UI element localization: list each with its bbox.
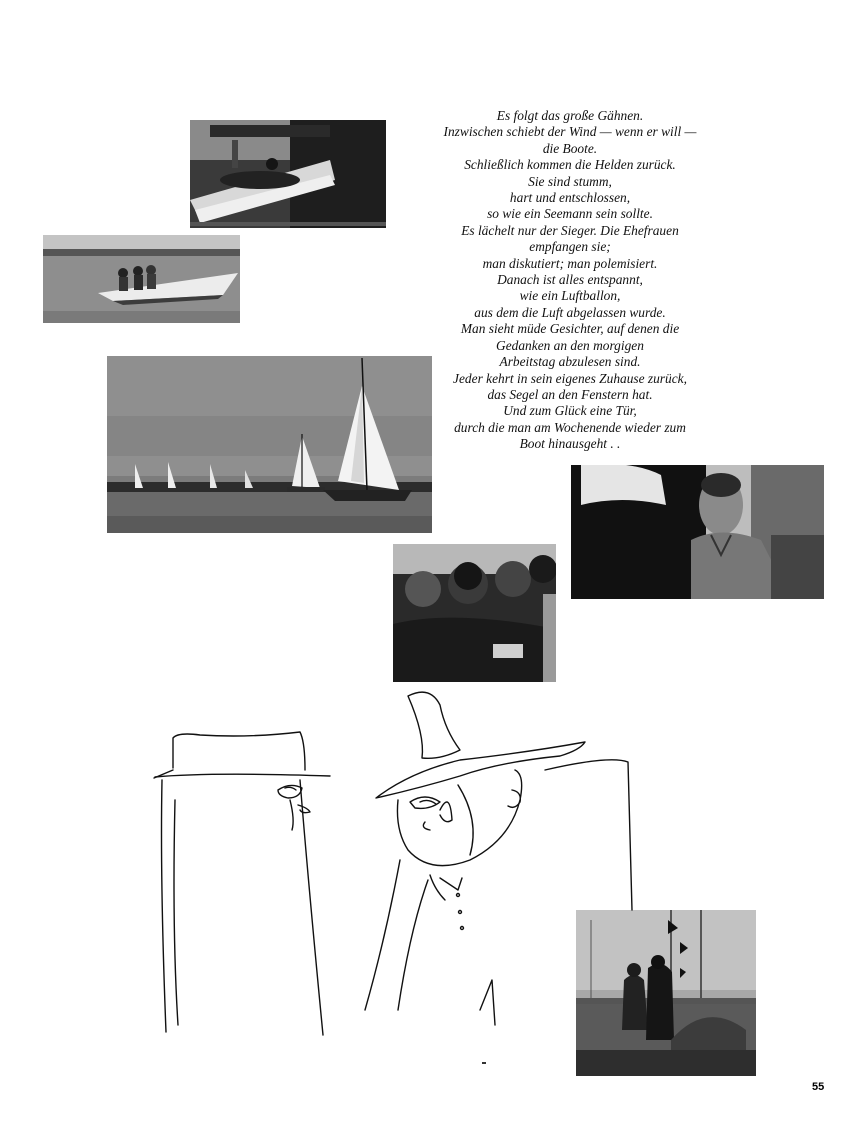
page-number: 55 [812,1081,825,1093]
poem-line: aus dem die Luft abgelassen wurde. [474,304,666,320]
poem-line: Jeder kehrt in sein eigenes Zuhause zurück, [453,370,687,386]
photo-regatta [107,356,432,533]
poem-text [420,108,720,453]
poem-line: Schließlich kommen die Helden zurück. [464,157,676,173]
sketch-two-figures [140,680,640,1050]
poem-line: Inzwischen schiebt der Wind — wenn er will — [443,124,697,140]
poem-line: das Segel an den Fenstern hat. [487,386,653,402]
poem-line: Es folgt das große Gähnen. [496,108,644,123]
photo-crowd [393,544,556,682]
poem-line: die Boote. [542,140,598,156]
poem-line: empfangen sie; [529,239,611,255]
poem-line: durch die man am Wochenende wieder zum [454,419,686,435]
photo-man-in-jacket [571,465,824,599]
poem-line: Arbeitstag abzulesen sind. [499,354,641,370]
poem-line: so wie ein Seemann sein sollte. [487,206,653,222]
poem-line: Es lächelt nur der Sieger. Die Ehefrauen [461,222,679,238]
poem-line: Danach ist alles entspannt, [497,272,643,288]
poem-line: Sie sind stumm, [528,173,612,189]
photo-motor-boat [43,235,240,323]
poem-line: man diskutiert; man polemisiert. [482,255,658,271]
poem-line: wie ein Luftballon, [519,288,621,304]
poem-line: Man sieht müde Gesichter, auf denen die [460,321,680,337]
poem-line: Boot hinausgeht . . [519,436,621,452]
poem-line: Und zum Glück eine Tür, [503,403,637,419]
print-speck [482,1062,486,1064]
photo-man-on-boat [190,120,386,228]
poem-line: hart und entschlossen, [509,190,631,206]
poem-line: Gedanken an den morgigen [496,337,644,353]
